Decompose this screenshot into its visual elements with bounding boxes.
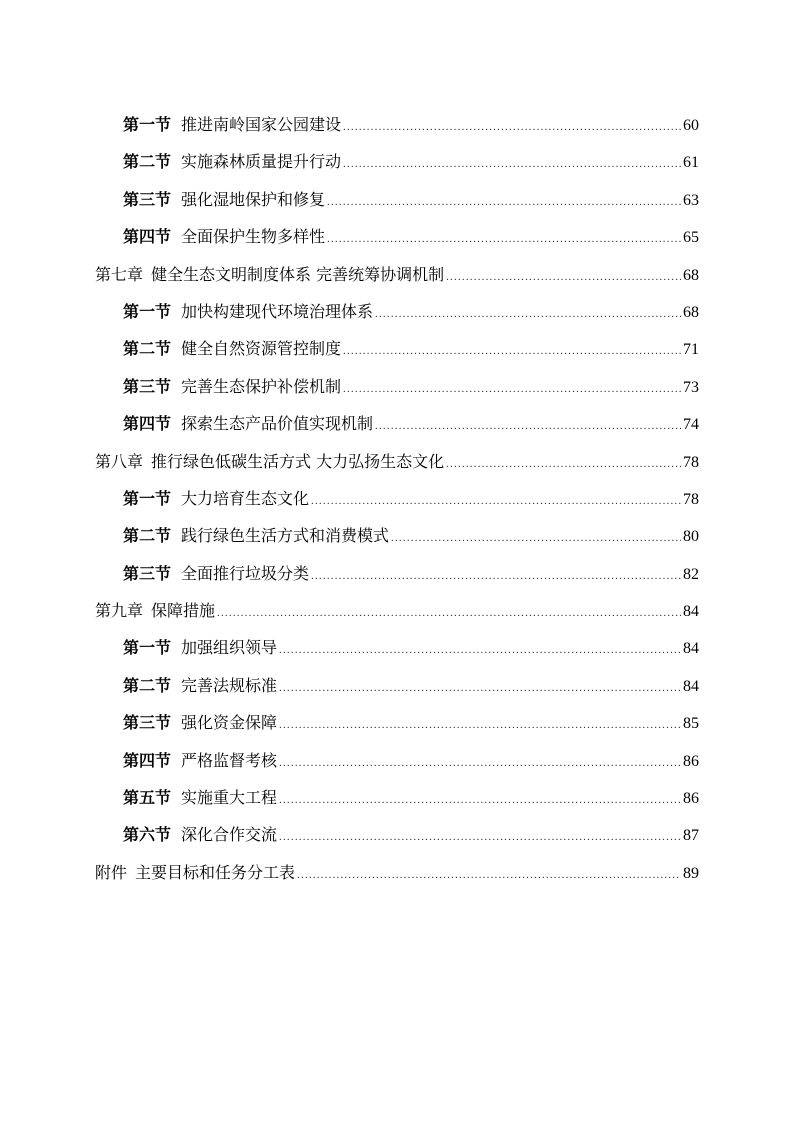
dot-leader <box>446 446 681 483</box>
toc-entry-label: 第四节 <box>123 750 172 770</box>
toc-entry-label: 第九章 <box>95 601 144 621</box>
dot-leader <box>311 483 681 520</box>
toc-entry-section[interactable] <box>95 106 699 143</box>
dot-leader <box>279 782 681 819</box>
toc-entry-page: 82 <box>683 565 699 583</box>
toc-entry-page: 78 <box>683 490 699 508</box>
toc-entry-title: 推进南岭国家公园建设 <box>181 115 342 134</box>
toc-entry-section[interactable] <box>95 480 699 517</box>
toc-entry-section[interactable] <box>95 742 699 779</box>
toc-entry-label: 第二节 <box>123 675 172 695</box>
toc-entry-page: 89 <box>683 864 699 882</box>
toc-entry-appendix[interactable] <box>95 854 699 891</box>
toc-entry-section[interactable] <box>95 779 699 816</box>
toc-entry-section[interactable] <box>95 143 699 180</box>
dot-leader <box>327 184 681 221</box>
toc-entry-page: 86 <box>683 790 699 808</box>
toc-entry-label: 第四节 <box>123 227 172 247</box>
toc-entry-page: 85 <box>683 715 699 733</box>
dot-leader <box>375 408 681 445</box>
toc-entry-label: 第五节 <box>123 788 172 808</box>
toc-entry-title: 全面保护生物多样性 <box>181 227 326 247</box>
dot-leader <box>327 221 681 258</box>
dot-leader <box>279 707 681 744</box>
toc-entry-section[interactable] <box>95 816 699 853</box>
toc-entry-title: 健全生态文明制度体系 完善统筹协调机制 <box>151 264 445 284</box>
toc-entry-page: 78 <box>683 453 699 471</box>
toc-entry-page: 86 <box>683 752 699 770</box>
toc-entry-title: 全面推行垃圾分类 <box>181 563 310 583</box>
dot-leader <box>279 670 681 707</box>
toc-entry-section[interactable] <box>95 293 699 330</box>
toc-entry-label: 第八章 <box>95 451 144 471</box>
toc-entry-title: 完善生态保护补偿机制 <box>181 376 342 396</box>
toc-entry-label: 第一节 <box>123 115 172 134</box>
dot-leader <box>446 259 681 296</box>
toc-entry-label: 第一节 <box>123 638 172 658</box>
toc-entry-title: 主要目标和任务分工表 <box>135 862 296 882</box>
dot-leader <box>343 109 681 146</box>
dot-leader <box>375 296 681 333</box>
toc-entry-section[interactable] <box>95 555 699 592</box>
toc-entry-section[interactable] <box>95 667 699 704</box>
toc-entry-page: 87 <box>683 827 699 845</box>
toc-entry-section[interactable] <box>95 181 699 218</box>
dot-leader <box>217 595 681 632</box>
dot-leader <box>391 520 681 557</box>
toc-entry-section[interactable] <box>95 330 699 367</box>
toc-entry-page: 80 <box>683 528 699 546</box>
toc-entry-section[interactable] <box>95 704 699 741</box>
toc-entry-label: 第二节 <box>123 152 172 172</box>
toc-entry-title: 强化湿地保护和修复 <box>181 189 326 209</box>
dot-leader <box>343 146 681 183</box>
toc-entry-title: 健全自然资源管控制度 <box>181 339 342 359</box>
toc-entry-label: 第三节 <box>123 189 172 209</box>
toc-entry-page: 84 <box>683 677 699 695</box>
toc-entry-title: 探索生态产品价值实现机制 <box>181 414 374 434</box>
toc-entry-section[interactable] <box>95 517 699 554</box>
toc-entry-title: 强化资金保障 <box>181 713 278 733</box>
dot-leader <box>343 371 681 408</box>
toc-entry-label: 第三节 <box>123 713 172 733</box>
toc-entry-label: 第三节 <box>123 563 172 583</box>
dot-leader <box>279 819 681 856</box>
toc-entry-title: 加快构建现代环境治理体系 <box>181 301 374 321</box>
toc-entry-label: 第二节 <box>123 526 172 546</box>
toc-entry-section[interactable] <box>95 629 699 666</box>
dot-leader <box>343 333 681 370</box>
toc-entry-title: 加强组织领导 <box>181 638 278 658</box>
toc-entry-page: 63 <box>683 191 699 209</box>
toc-entry-page: 73 <box>683 378 699 396</box>
toc-entry-page: 84 <box>683 640 699 658</box>
toc-entry-title: 推行绿色低碳生活方式 大力弘扬生态文化 <box>151 451 445 471</box>
toc-entry-section[interactable] <box>95 405 699 442</box>
toc-entry-chapter[interactable] <box>95 256 699 293</box>
toc-entry-page: 74 <box>683 416 699 434</box>
toc-entry-title: 深化合作交流 <box>181 825 278 845</box>
toc-entry-chapter[interactable] <box>95 592 699 629</box>
dot-leader <box>279 632 681 669</box>
toc-entry-title: 实施重大工程 <box>181 788 278 808</box>
toc-entry-label: 第三节 <box>123 376 172 396</box>
dot-leader <box>311 558 681 595</box>
dot-leader <box>297 857 681 894</box>
toc-entry-chapter[interactable] <box>95 443 699 480</box>
toc-entry-section[interactable] <box>95 218 699 255</box>
toc-entry-title: 大力培育生态文化 <box>181 488 310 508</box>
toc-entry-section[interactable] <box>95 368 699 405</box>
toc-entry-page: 71 <box>683 341 699 359</box>
toc-entry-label: 第六节 <box>123 825 172 845</box>
toc-entry-label: 第一节 <box>123 301 172 321</box>
toc-entry-title: 严格监督考核 <box>181 750 278 770</box>
toc-entry-title: 保障措施 <box>151 601 216 621</box>
toc-entry-page: 65 <box>683 229 699 247</box>
toc-entry-label: 第二节 <box>123 339 172 359</box>
table-of-contents <box>95 106 699 891</box>
toc-entry-title: 实施森林质量提升行动 <box>181 152 342 172</box>
toc-entry-label: 附件 <box>95 862 128 882</box>
toc-entry-page: 68 <box>683 266 699 284</box>
toc-entry-page: 68 <box>683 303 699 321</box>
toc-entry-label: 第一节 <box>123 488 172 508</box>
toc-entry-page: 61 <box>683 154 699 172</box>
dot-leader <box>279 745 681 782</box>
toc-entry-title: 践行绿色生活方式和消费模式 <box>181 526 390 546</box>
toc-entry-title: 完善法规标准 <box>181 675 278 695</box>
toc-entry-label: 第四节 <box>123 414 172 434</box>
toc-entry-page: 60 <box>683 117 699 134</box>
toc-entry-page: 84 <box>683 603 699 621</box>
toc-entry-label: 第七章 <box>95 264 144 284</box>
